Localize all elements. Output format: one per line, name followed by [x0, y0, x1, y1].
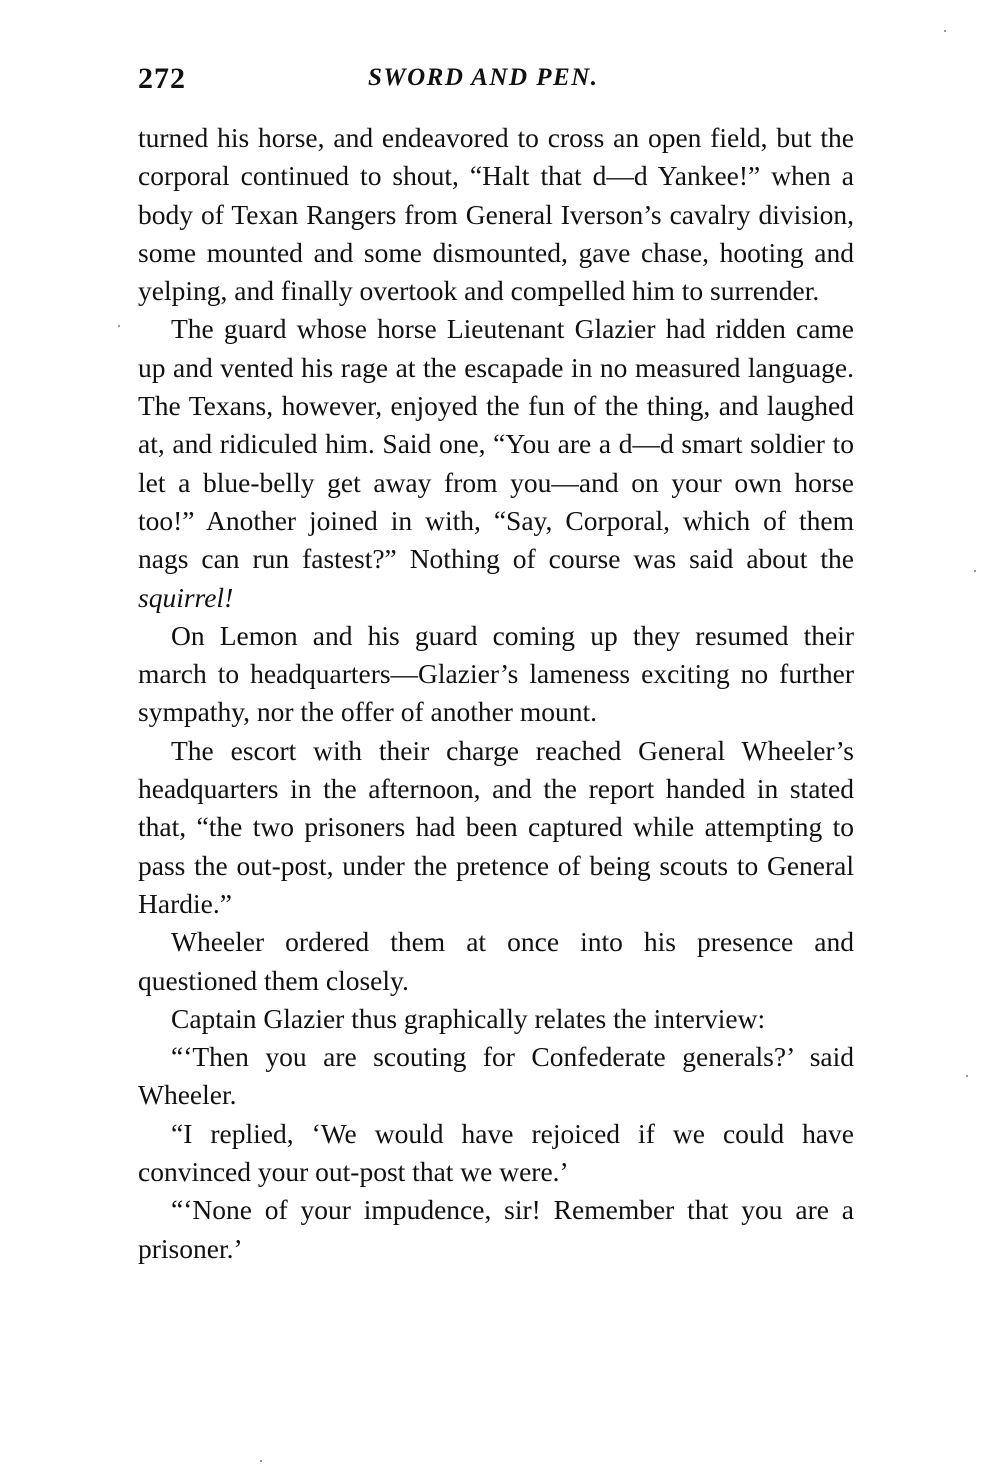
- paper-speck: [974, 570, 976, 572]
- paragraph-5: Wheeler ordered them at once into his presence and questioned them closely.: [138, 926, 854, 996]
- paragraph-6: Captain Glazier thus graphically relates the interview:: [171, 1002, 766, 1034]
- paragraph-3: On Lemon and his guard coming up they resumed their march to headquarters—Glazier’s lameness exciting no further sympathy, nor the offer of another mount.: [138, 619, 854, 728]
- paper-speck: [944, 30, 946, 32]
- paragraph-7: “‘Then you are scouting for Confederate generals?’ said Wheeler.: [138, 1041, 854, 1111]
- running-head: SWORD AND PEN.: [368, 64, 599, 91]
- paragraph-2: [138, 310, 854, 616]
- paper-speck: [966, 1075, 968, 1077]
- paragraph-8: “I replied, ‘We would have rejoiced if we could have convinced your out-post that we were.’: [138, 1117, 854, 1188]
- paper-speck: [118, 325, 120, 327]
- paragraph-1: turned his horse, and endeavored to cross an open field, but the corporal continued to shout, “Halt that d—d Yankee!” when a body of Texan Rangers from General Iverson’s cavalry division, some mounted and some dismounted, gave chase, hooting and yelping, and finally overtook and compelled him to surrender.: [138, 122, 854, 307]
- page-number: 272: [138, 62, 186, 95]
- body-text: [138, 119, 854, 1268]
- paragraph-2-emphasis: squirrel!: [138, 581, 234, 613]
- paragraph-2-text: The guard whose horse Lieutenant Glazier had ridden came up and vented his rage at the escapade in no measured language. The Texans, however, enjoyed the fun of the thing, and laughed at, and ridiculed him. Said one, “You are a d—d smart soldier to let a blue-belly get away from you—and on your own horse too!” Another joined in with, “Say, Corporal, which of them nags can run fastest?” Nothing of course was said about the: [138, 313, 854, 575]
- paragraph-4: The escort with their charge reached General Wheeler’s headquarters in the afternoon, and the report handed in stated that, “the two prisoners had been captured while attempting to pass the out-post, under the pretence of being scouts to General Hardie.”: [138, 734, 854, 919]
- paper-speck: [260, 1460, 262, 1462]
- paragraph-9: “‘None of your impudence, sir! Remember that you are a prisoner.’: [138, 1194, 854, 1264]
- page-header: [138, 62, 858, 102]
